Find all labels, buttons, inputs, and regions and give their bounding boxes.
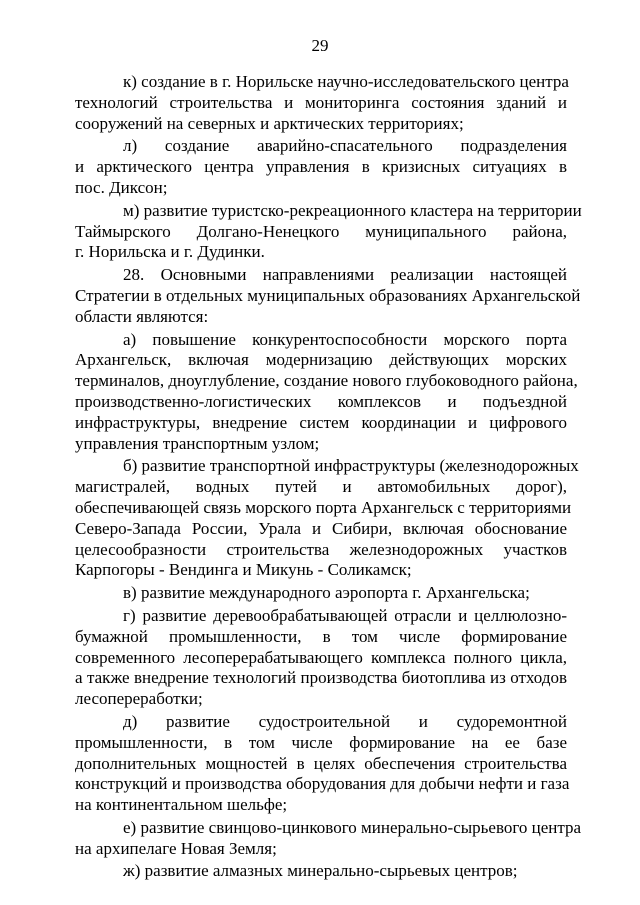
paragraph-k: [75, 72, 567, 134]
paragraph-line: и арктического центра управления в кризисных ситуациях в: [75, 157, 567, 177]
paragraph-line: г. Норильска и г. Дудинки.: [75, 242, 265, 262]
paragraph-line: обеспечивающей связь морского порта Архангельск с территориями: [75, 497, 572, 517]
paragraph-a: [75, 329, 578, 455]
paragraph-v: [75, 583, 567, 604]
paragraph-line: терминалов, дноуглубление, создание нового глубоководного района,: [75, 371, 578, 391]
paragraph-line: 28. Основными направлениями реализации настоящей: [123, 265, 567, 285]
paragraph-line: на архипелаге Новая Земля;: [75, 838, 277, 858]
paragraph-line: Карпогоры - Вендинга и Микунь - Соликамск;: [75, 560, 412, 580]
paragraph-line: управления транспортным узлом;: [75, 433, 320, 453]
paragraph-e: [75, 817, 582, 860]
paragraph-line: м) развитие туристско-рекреационного кластера на территории: [123, 200, 582, 220]
paragraph-line: современного лесоперерабатывающего комплекса полного цикла,: [75, 647, 567, 667]
paragraph-line: а) повышение конкурентоспособности морского порта: [123, 329, 567, 349]
paragraph-d: [75, 711, 570, 816]
paragraph-line: е) развитие свинцово-цинкового минерально-сырьевого центра: [123, 817, 582, 837]
paragraph-line: Северо-Запада России, Урала и Сибири, включая обоснование: [75, 518, 567, 538]
paragraph-line: магистралей, водных путей и автомобильных дорог),: [75, 477, 567, 497]
paragraph-p28: [75, 265, 581, 327]
paragraph-zh: [75, 861, 567, 882]
paragraph-line: пос. Диксон;: [75, 177, 168, 197]
paragraph-line: на континентальном шельфе;: [75, 795, 288, 815]
paragraph-line: г) развитие деревообрабатывающей отрасли и целлюлозно-: [123, 605, 567, 625]
paragraph-line: к) создание в г. Норильске научно-исследовательского центра: [123, 72, 569, 91]
paragraph-line: бумажной промышленности, в том числе формирование: [75, 626, 567, 646]
document-body: [75, 72, 582, 884]
paragraph-line: Стратегии в отдельных муниципальных образованиях Архангельской: [75, 285, 581, 305]
paragraph-line: Таймырского Долгано-Ненецкого муниципального района,: [75, 221, 567, 241]
paragraph-line: инфраструктуры, внедрение систем координации и цифрового: [75, 412, 567, 432]
paragraph-line: целесообразности строительства железнодорожных участков: [75, 539, 567, 559]
paragraph-line: а также внедрение технологий производства биотоплива из отходов: [75, 668, 567, 688]
paragraph-line: промышленности, в том числе формирование на ее базе: [75, 732, 567, 752]
paragraph-line: конструкций и производства оборудования для добычи нефти и газа: [75, 774, 570, 794]
paragraph-line: технологий строительства и мониторинга состояния зданий и: [75, 92, 567, 112]
paragraph-line: ж) развитие алмазных минерально-сырьевых центров;: [123, 861, 518, 881]
paragraph-line: д) развитие судостроительной и судоремонтной: [123, 711, 567, 731]
paragraph-g: [75, 606, 567, 710]
paragraph-line: л) создание аварийно-спасательного подразделения: [123, 136, 567, 156]
paragraph-line: сооружений на северных и арктических территориях;: [75, 113, 464, 133]
paragraph-line: дополнительных мощностей в целях обеспечения строительства: [75, 753, 567, 773]
paragraph-line: области являются:: [75, 306, 209, 326]
paragraph-line: Архангельск, включая модернизацию действующих морских: [75, 350, 567, 370]
paragraph-line: лесопереработки;: [75, 689, 203, 709]
paragraph-line: производственно-логистических комплексов и подъездной: [75, 391, 567, 411]
paragraph-m: [75, 200, 582, 263]
page-number: 29: [311, 36, 329, 55]
paragraph-l: [75, 136, 567, 198]
paragraph-line: б) развитие транспортной инфраструктуры (железнодорожных: [123, 456, 579, 476]
paragraph-b: [75, 456, 579, 581]
paragraph-line: в) развитие международного аэропорта г. Архангельска;: [123, 583, 530, 603]
